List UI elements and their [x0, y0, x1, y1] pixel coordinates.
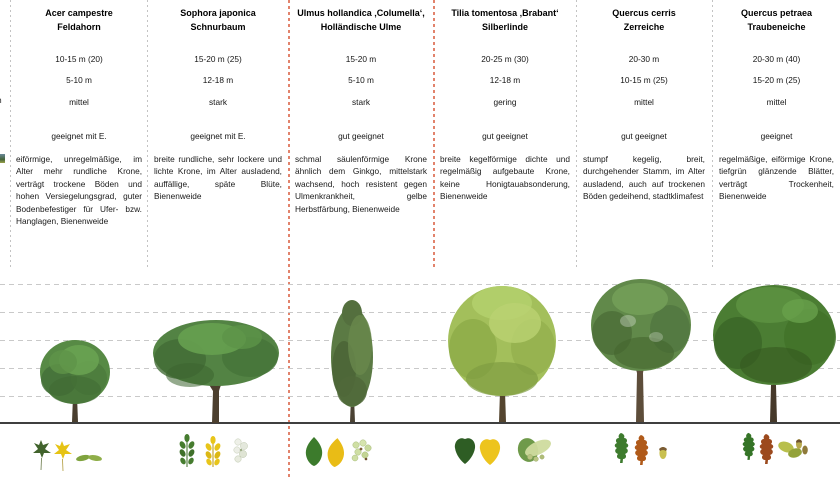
- species-name: Quercus cerris Zerreiche: [612, 8, 676, 32]
- rating-value: mittel: [766, 97, 787, 107]
- height-primary-value: 15-20 m: [345, 54, 377, 64]
- rating-value: mittel: [634, 97, 654, 107]
- yellow-linden-leaf-icon: [480, 439, 500, 465]
- rating-value: gering: [493, 97, 517, 107]
- species-name: Quercus petraea Traubeneiche: [740, 8, 813, 32]
- height-secondary-value: 15-20 m (25): [752, 75, 801, 85]
- species-name: Tilia tomentosa ‚Brabant‘ Silberlinde: [451, 8, 559, 32]
- green-elm-leaf-icon: [306, 437, 322, 466]
- green-pinnate-leaf-icon: [178, 434, 195, 467]
- quercus-petraea-leaf-specimens: [742, 432, 812, 468]
- yellow-elm-leaf-icon: [326, 437, 345, 468]
- quercus-cerris-leaf-specimens: [614, 432, 680, 468]
- suitability-value: geeignet mit E.: [51, 131, 107, 141]
- tilia-tomentosa-tree-image: [445, 283, 559, 422]
- suitability-value: gut geeignet: [338, 131, 384, 141]
- height-secondary-value: 12-18 m: [202, 75, 234, 85]
- height-primary-value: 20-30 m: [628, 54, 660, 64]
- species-description: eiförmige, unregelmäßige, im Alter mehr rundliche Krone, verträgt trockene Böden und hohen Versiegelungsgrad, guter Bodenbefestiger für Ufer- bzw. Hanglagen, Bienenweide: [16, 154, 142, 227]
- species-name: Acer campestre Feldahorn: [45, 8, 113, 32]
- tilia-leaf-specimens: [454, 436, 504, 466]
- height-primary-value: 20-30 m (40): [752, 54, 801, 64]
- sophora-leaf-specimens: [176, 434, 254, 472]
- species-description: stumpf kegelig, breit, durchgehender Stamm, im Alter ausladend, auch auf trockenen Böden gedeihend, stadtklimafest: [583, 154, 705, 202]
- suitability-value: gut geeignet: [621, 131, 667, 141]
- maple-samara-icon: [76, 454, 103, 462]
- red-brown-oak-leaf-icon: [760, 434, 774, 464]
- elm-samara-cluster-icon: [352, 440, 371, 461]
- yellow-maple-leaf-icon: [54, 441, 72, 471]
- rating-value: mittel: [69, 97, 89, 107]
- white-flower-panicle-icon: [234, 439, 248, 462]
- green-oak-leaf-icon: [743, 433, 755, 460]
- height-primary-value: 20-25 m (30): [481, 54, 529, 64]
- height-secondary-value: 12-18 m: [489, 75, 521, 85]
- tilia-bract-specimen: [516, 436, 556, 466]
- acer-leaf-specimens: [30, 438, 110, 472]
- acorn-icon: [659, 447, 667, 459]
- suitability-value: geeignet mit E.: [190, 131, 246, 141]
- acorn-cluster-icon: [777, 439, 808, 459]
- green-oak-leaf-icon: [615, 433, 629, 463]
- species-description: breite kegelförmige dichte und regelmäßig aufgebaute Krone, keine Honigtauabsonderung, Bienenweide: [440, 154, 570, 202]
- quercus-cerris-tree-image: [588, 277, 694, 422]
- height-secondary-value: 5-10 m: [348, 75, 374, 85]
- linden-bract-with-fruit-icon: [515, 436, 553, 464]
- quercus-petraea-tree-image: [710, 281, 838, 422]
- species-column-quercus-petraea: [713, 0, 840, 270]
- ulmus-leaf-specimens: [304, 436, 376, 468]
- rating-value: stark: [352, 97, 370, 107]
- species-description: schmal säulenförmige Krone ähnlich dem Ginkgo, mittelstark wachsend, hoch resistent gegen Ulmenkrankheit, gelbe Herbstfärbung, Bienenweide: [295, 154, 427, 214]
- green-maple-leaf-icon: [33, 440, 51, 470]
- rating-value: stark: [209, 97, 227, 107]
- height-primary-value: 15-20 m (25): [194, 54, 242, 64]
- sophora-japonica-tree-image: [150, 317, 282, 423]
- species-column-ulmus-columella: [289, 0, 433, 270]
- species-column-quercus-cerris: [577, 0, 711, 270]
- brown-oak-leaf-icon: [635, 435, 649, 465]
- yellow-pinnate-leaf-icon: [204, 436, 221, 467]
- green-linden-leaf-icon: [455, 438, 475, 464]
- species-description: regelmäßige, eiförmige Krone, tiefgrün glänzende Blätter, verträgt Trockenheit, Bienenweide: [719, 154, 834, 202]
- height-primary-value: 10-15 m (20): [55, 54, 103, 64]
- species-name: Sophora japonica Schnurbaum: [180, 8, 256, 32]
- species-column-sophora-japonica: [148, 0, 288, 270]
- suitability-value: gut geeignet: [482, 131, 528, 141]
- species-description: breite rundliche, sehr lockere und lichte Krone, im Alter ausladend, auffällige, späte Blüte, Bienenweide: [154, 154, 282, 202]
- cropped-row-label-fragment: [0, 95, 2, 105]
- cropped-image-fragment: [0, 154, 5, 163]
- height-secondary-value: 10-15 m (25): [620, 75, 668, 85]
- species-column-acer-campestre: [10, 0, 148, 270]
- suitability-value: geeignet: [760, 131, 793, 141]
- ground-line: [0, 422, 840, 424]
- species-column-tilia-tomentosa: [434, 0, 576, 270]
- height-secondary-value: 5-10 m: [66, 75, 92, 85]
- ulmus-columella-tree-image: [324, 299, 380, 422]
- species-name: Ulmus hollandica ‚Columella‘, Holländische Ulme: [297, 8, 425, 32]
- acer-campestre-tree-image: [37, 338, 113, 422]
